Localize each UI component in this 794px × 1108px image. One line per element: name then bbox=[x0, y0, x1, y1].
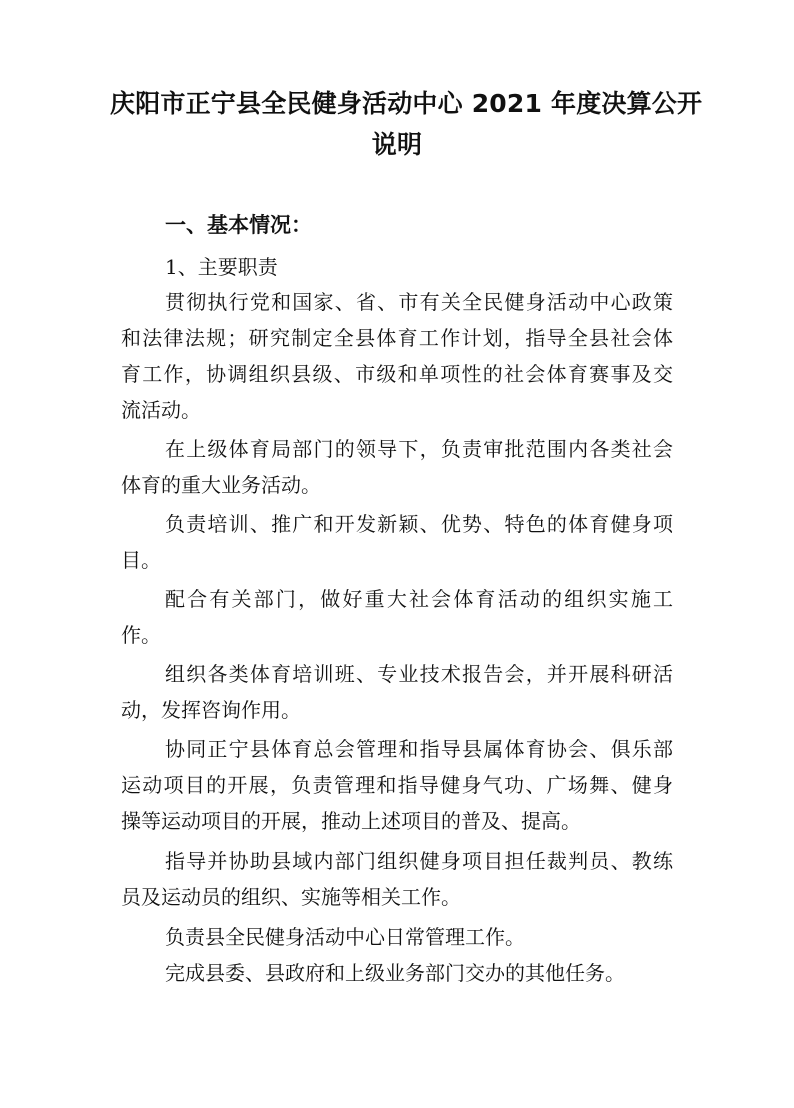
paragraph-line: 体育的重大业务活动。 bbox=[121, 473, 321, 497]
paragraph-line: 动，发挥咨询作用。 bbox=[121, 698, 301, 722]
document-title-line-1: 庆阳市正宁县全民健身活动中心 2021 年度决算公开 bbox=[110, 89, 703, 118]
paragraph-line: 目。 bbox=[121, 548, 161, 572]
paragraph-line: 完成县委、县政府和上级业务部门交办的其他任务。 bbox=[165, 961, 625, 985]
paragraph-line: 负责培训、推广和开发新颖、优势、特色的体育健身项 bbox=[165, 512, 673, 536]
paragraph-line: 贯彻执行党和国家、省、市有关全民健身活动中心政策 bbox=[165, 290, 673, 314]
paragraph-line: 和法律法规；研究制定全县体育工作计划，指导全县社会体 bbox=[121, 326, 673, 350]
paragraph-line: 指导并协助县域内部门组织健身项目担任裁判员、教练 bbox=[165, 849, 673, 873]
paragraph-line: 员及运动员的组织、实施等相关工作。 bbox=[121, 885, 461, 909]
subheading: 1、主要职责 bbox=[165, 255, 278, 279]
paragraph-line: 协同正宁县体育总会管理和指导县属体育协会、俱乐部 bbox=[165, 737, 673, 761]
paragraph-line: 操等运动项目的开展，推动上述项目的普及、提高。 bbox=[121, 809, 581, 833]
section-heading: 一、基本情况： bbox=[165, 213, 312, 237]
paragraph-line: 负责县全民健身活动中心日常管理工作。 bbox=[165, 925, 525, 949]
document-title-line-2: 说明 bbox=[371, 130, 423, 159]
paragraph-line: 组织各类体育培训班、专业技术报告会，并开展科研活 bbox=[165, 662, 673, 686]
paragraph-line: 流活动。 bbox=[121, 398, 201, 422]
paragraph-line: 在上级体育局部门的领导下，负责审批范围内各类社会 bbox=[165, 437, 673, 461]
paragraph-line: 配合有关部门，做好重大社会体育活动的组织实施工 bbox=[165, 587, 673, 611]
paragraph-line: 作。 bbox=[121, 623, 161, 647]
paragraph-line: 育工作，协调组织县级、市级和单项性的社会体育赛事及交 bbox=[121, 362, 673, 386]
paragraph-line: 运动项目的开展，负责管理和指导健身气功、广场舞、健身 bbox=[121, 773, 673, 797]
